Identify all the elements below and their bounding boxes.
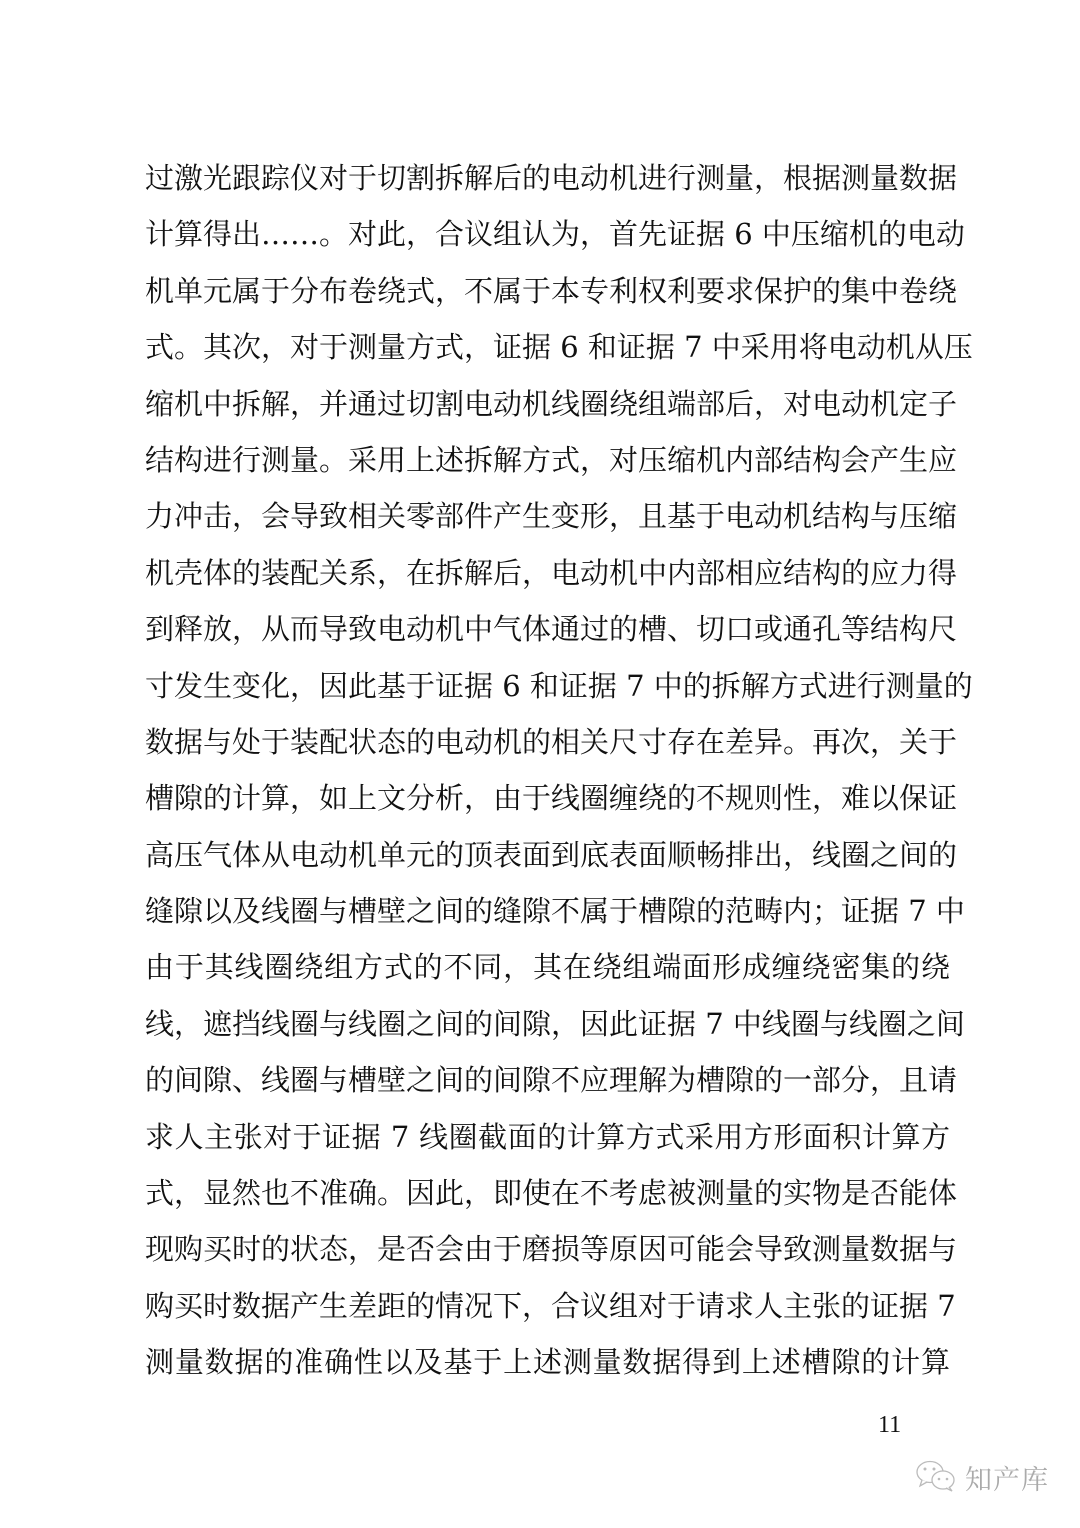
text-line: 求人主张对于证据 7 线圈截面的计算方式采用方形面积计算方: [145, 1119, 950, 1154]
text-line: 式，显然也不准确。因此，即使在不考虑被测量的实物是否能体: [145, 1176, 958, 1211]
text-line: 由于其线圈绕组方式的不同，其在绕组端面形成缠绕密集的绕: [145, 950, 950, 985]
page-number: 11: [878, 1412, 902, 1438]
text-line: 的间隙、线圈与槽壁之间的间隙不应理解为槽隙的一部分，且请: [145, 1063, 958, 1098]
text-line: 计算得出……。对此，合议组认为，首先证据 6 中压缩机的电动: [145, 217, 965, 252]
text-line: 到释放，从而导致电动机中气体通过的槽、切口或通孔等结构尺: [145, 612, 958, 647]
text-line: 力冲击，会导致相关零部件产生变形，且基于电动机结构与压缩: [145, 499, 958, 534]
document-body: [145, 150, 973, 1391]
watermark-text: 知产库: [965, 1465, 1049, 1496]
text-line: 式。其次，对于测量方式，证据 6 和证据 7 中采用将电动机从压: [145, 330, 973, 365]
text-line: 现购买时的状态，是否会由于磨损等原因可能会导致测量数据与: [145, 1232, 958, 1267]
text-line: 高压气体从电动机单元的顶表面到底表面顺畅排出，线圈之间的: [145, 837, 958, 872]
text-line: 数据与处于装配状态的电动机的相关尺寸存在差异。再次，关于: [145, 724, 958, 759]
watermark: [915, 1458, 1049, 1497]
text-line: 线，遮挡线圈与线圈之间的间隙，因此证据 7 中线圈与线圈之间: [145, 1006, 965, 1041]
text-line: 槽隙的计算，如上文分析，由于线圈缠绕的不规则性，难以保证: [145, 781, 958, 816]
text-line: 寸发生变化，因此基于证据 6 和证据 7 中的拆解方式进行测量的: [145, 668, 973, 703]
text-line: 购买时数据产生差距的情况下，合议组对于请求人主张的证据 7: [145, 1288, 956, 1323]
text-line: 机壳体的装配关系，在拆解后，电动机中内部相应结构的应力得: [145, 555, 958, 590]
text-line: 过激光跟踪仪对于切割拆解后的电动机进行测量，根据测量数据: [145, 161, 958, 195]
text-line: 测量数据的准确性以及基于上述测量数据得到上述槽隙的计算: [145, 1345, 950, 1380]
wechat-icon: [915, 1459, 959, 1497]
text-line: 缩机中拆解，并通过切割电动机线圈绕组端部后，对电动机定子: [145, 386, 958, 421]
text-line: 机单元属于分布卷绕式，不属于本专利权利要求保护的集中卷绕: [145, 273, 958, 308]
text-line: 结构进行测量。采用上述拆解方式，对压缩机内部结构会产生应: [145, 442, 958, 477]
text-line: 缝隙以及线圈与槽壁之间的缝隙不属于槽隙的范畴内；证据 7 中: [145, 894, 965, 929]
